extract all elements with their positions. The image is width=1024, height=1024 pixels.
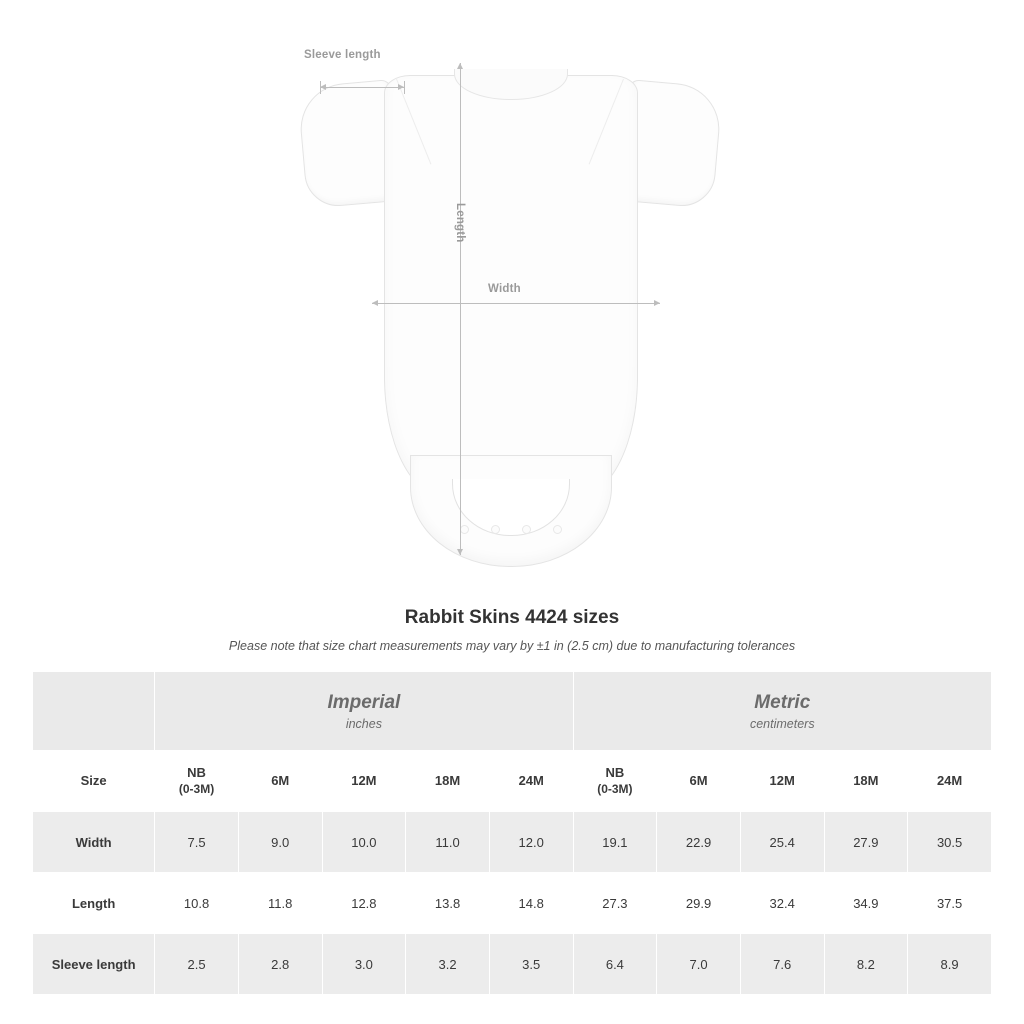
table-cell: 11.8 [238,873,322,934]
unit-system-imperial [155,672,573,751]
size-column-header [238,751,322,812]
table-cell: 2.8 [238,934,322,995]
size-header-label: Size [33,751,155,812]
unit-system-imperial-name: Imperial [327,692,401,714]
table-cell: 8.9 [908,934,992,995]
table-cell: 9.0 [238,812,322,873]
table-cell: 7.0 [657,934,741,995]
row-label: Width [33,812,155,873]
size-column-main: 18M [434,772,461,788]
size-column-header [155,751,239,812]
table-cell: 3.5 [489,934,573,995]
size-column-sub: (0-3M) [178,781,215,796]
snap-icon [491,525,500,534]
size-column-main: 12M [769,772,795,788]
sleeve-dimension-tick-right [404,81,405,94]
size-column-header [740,751,824,812]
size-column-header [824,751,908,812]
size-column-sub: (0-3M) [597,781,633,796]
snap-icon [460,525,469,534]
size-chart-table [32,671,992,995]
table-cell: 12.8 [322,873,406,934]
size-column-main: 12M [351,772,377,788]
table-cell: 6.4 [573,934,657,995]
snap-row [460,525,560,533]
size-column-main: 24M [936,772,963,788]
size-column-header [322,751,406,812]
table-cell: 34.9 [824,873,908,934]
table-cell: 30.5 [908,812,992,873]
size-column-header [908,751,992,812]
table-cell: 11.0 [406,812,490,873]
size-column-header [573,751,657,812]
table-cell: 10.0 [322,812,406,873]
sleeve-length-label: Sleeve length [304,49,381,61]
size-column-main: 24M [518,772,544,788]
table-cell: 29.9 [657,873,741,934]
table-cell: 8.2 [824,934,908,995]
length-dimension-arrow [460,63,461,555]
table-cell: 25.4 [740,812,824,873]
length-label: Length [454,203,466,243]
table-cell: 27.3 [573,873,657,934]
unit-system-row [33,672,992,751]
table-cell: 37.5 [908,873,992,934]
table-cell: 13.8 [406,873,490,934]
snap-icon [522,525,531,534]
table-cell: 2.5 [155,934,239,995]
size-column-main: 6M [689,772,708,788]
table-cell: 3.2 [406,934,490,995]
table-row [33,934,992,995]
size-column-header [406,751,490,812]
table-row [33,812,992,873]
size-column-main: NB [187,764,206,780]
tolerance-note: Please note that size chart measurements may vary by ±1 in (2.5 cm) due to manufacturing tolerances [228,639,796,653]
unit-system-imperial-unit: inches [345,716,382,731]
table-cell: 12.0 [489,812,573,873]
size-chart-section [0,607,1024,995]
row-label: Sleeve length [33,934,155,995]
size-column-header [657,751,741,812]
bodysuit-diagram [300,49,720,560]
table-row [33,873,992,934]
table-cell: 27.9 [824,812,908,873]
unit-system-metric-name: Metric [754,692,811,714]
table-cell: 32.4 [740,873,824,934]
table-cell: 3.0 [322,934,406,995]
size-header-row [33,751,992,812]
table-cell: 22.9 [657,812,741,873]
unit-system-metric [573,672,991,751]
snap-icon [553,525,562,534]
width-dimension-arrow [372,303,660,304]
size-column-main: 18M [853,772,879,788]
unit-system-metric-unit: centimeters [749,716,815,731]
sleeve-dimension-arrow [320,87,404,88]
size-column-main: 6M [271,772,290,788]
width-label: Width [488,283,521,295]
corner-cell [33,672,155,751]
size-column-header [489,751,573,812]
table-cell: 7.6 [740,934,824,995]
table-cell: 19.1 [573,812,657,873]
table-cell: 7.5 [155,812,239,873]
table-cell: 14.8 [489,873,573,934]
table-cell: 10.8 [155,873,239,934]
page-title: Rabbit Skins 4424 sizes [404,607,620,628]
row-label: Length [33,873,155,934]
size-column-main: NB [605,764,625,780]
